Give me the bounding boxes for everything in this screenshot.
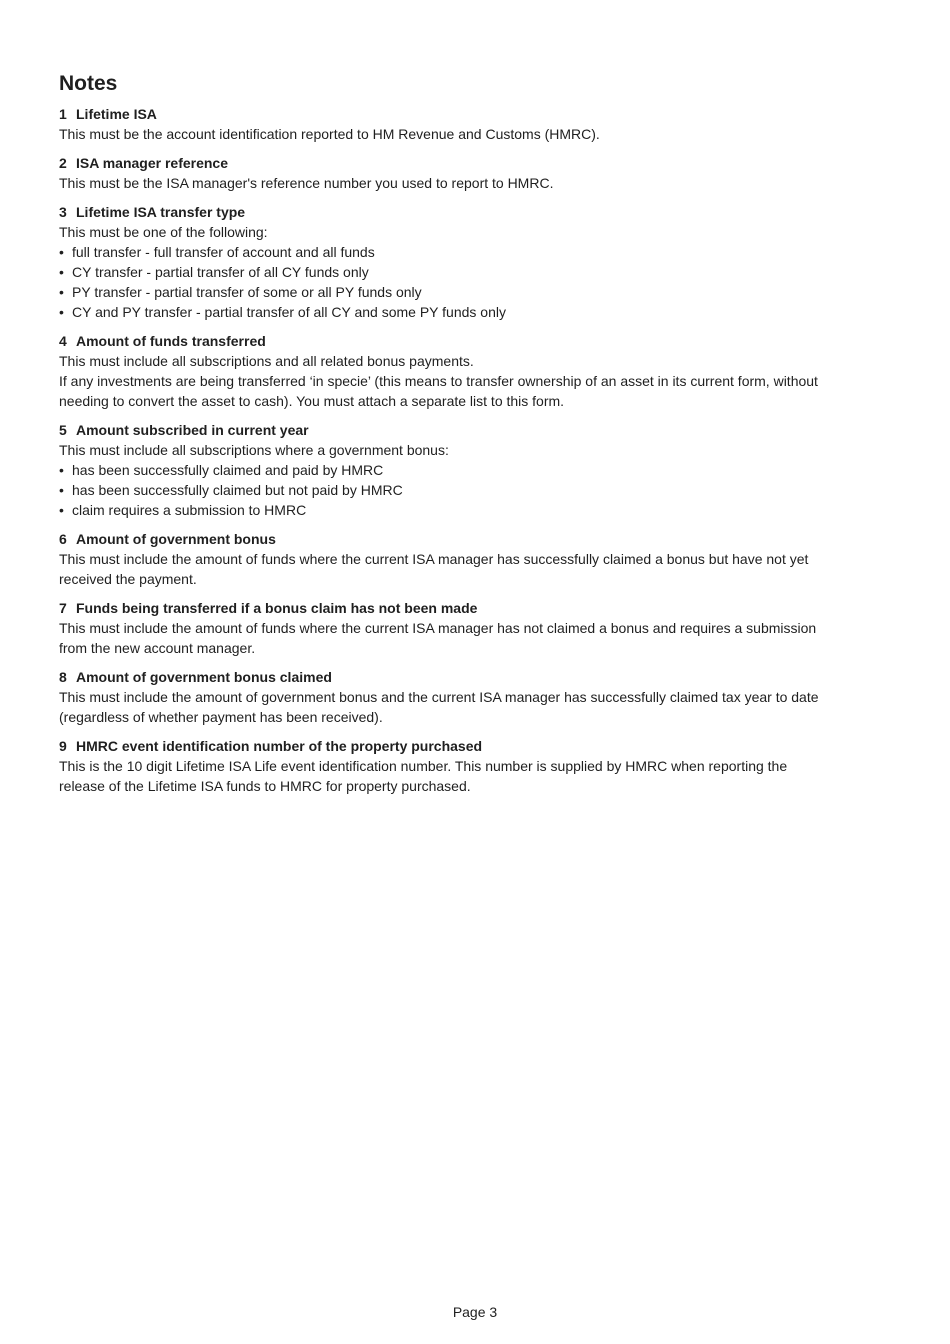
list-item: • CY transfer - partial transfer of all CY funds only: [59, 262, 819, 282]
note-number: 4: [59, 333, 67, 349]
note-text-2: If any investments are being transferred ‘in specie’ (this means to transfer ownership of an asset in its current form, without needing to convert the asset to cash). You must attach a separate list to this form.: [59, 373, 818, 409]
note-number: 9: [59, 738, 67, 754]
note-2: [59, 153, 819, 193]
note-number: 5: [59, 422, 67, 438]
note-number: 7: [59, 600, 67, 616]
note-text: This must include all subscriptions and all related bonus payments.: [59, 353, 474, 369]
note-number: 3: [59, 204, 67, 220]
list-item: • has been successfully claimed and paid by HMRC: [59, 460, 819, 480]
note-1: [59, 104, 819, 144]
note-title: Lifetime ISA transfer type: [76, 204, 246, 220]
note-4: [59, 331, 819, 411]
note-text: This must include the amount of funds where the current ISA manager has not claimed a bonus and requires a submission from the new account manager.: [59, 620, 817, 656]
note-heading: [59, 667, 819, 687]
note-text: This must be the ISA manager's reference number you used to report to HMRC.: [59, 175, 554, 191]
note-heading: [59, 104, 819, 124]
list-item: • PY transfer - partial transfer of some or all PY funds only: [59, 282, 819, 302]
note-text: This must include all subscriptions where a government bonus:: [59, 442, 449, 458]
list-item: • claim requires a submission to HMRC: [59, 500, 819, 520]
note-text: This must be the account identification reported to HM Revenue and Customs (HMRC).: [59, 126, 600, 142]
note-6: [59, 529, 819, 589]
note-9: [59, 736, 819, 796]
note-text: This must be one of the following:: [59, 224, 268, 240]
bullet-list: [59, 460, 819, 520]
note-text: This is the 10 digit Lifetime ISA Life event identification number. This number is supplied by HMRC when reporting the release of the Lifetime ISA funds to HMRC for property purchased.: [59, 758, 788, 794]
note-title: Amount subscribed in current year: [76, 422, 309, 438]
note-number: 8: [59, 669, 67, 685]
note-title: Amount of government bonus claimed: [76, 669, 332, 685]
page-number: Page 3: [452, 1304, 498, 1320]
notes-page: [59, 70, 819, 796]
list-item: • full transfer - full transfer of account and all funds: [59, 242, 819, 262]
note-5: [59, 420, 819, 520]
note-title: Amount of government bonus: [76, 531, 276, 547]
note-heading: [59, 153, 819, 173]
note-title: HMRC event identification number of the property purchased: [76, 738, 483, 754]
note-heading: [59, 420, 819, 440]
note-title: ISA manager reference: [76, 155, 228, 171]
note-heading: [59, 202, 819, 222]
note-heading: [59, 529, 819, 549]
note-title: Funds being transferred if a bonus claim has not been made: [76, 600, 478, 616]
page-title: Notes: [59, 72, 118, 95]
note-number: 1: [59, 106, 67, 122]
list-item: • has been successfully claimed but not paid by HMRC: [59, 480, 819, 500]
note-8: [59, 667, 819, 727]
note-heading: [59, 598, 819, 618]
note-text: This must include the amount of funds where the current ISA manager has successfully claimed a bonus but have not yet received the payment.: [59, 551, 809, 587]
list-item: • CY and PY transfer - partial transfer of all CY and some PY funds only: [59, 302, 819, 322]
note-7: [59, 598, 819, 658]
note-title: Lifetime ISA: [76, 106, 157, 122]
note-number: 2: [59, 155, 67, 171]
note-title: Amount of funds transferred: [76, 333, 266, 349]
note-3: [59, 202, 819, 322]
note-text: This must include the amount of government bonus and the current ISA manager has successfully claimed tax year to date (regardless of whether payment has been received).: [59, 689, 819, 725]
note-heading: [59, 736, 819, 756]
bullet-list: [59, 242, 819, 322]
note-heading: [59, 331, 819, 351]
note-number: 6: [59, 531, 67, 547]
